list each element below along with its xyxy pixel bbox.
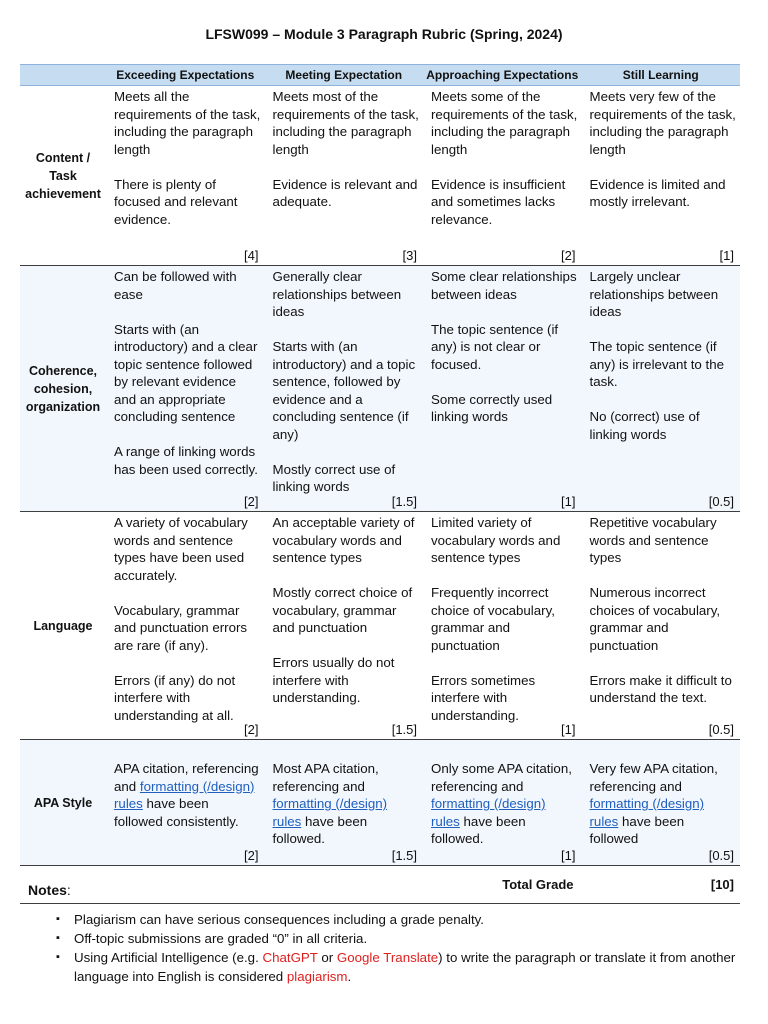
plagiarism-mention: plagiarism xyxy=(286,969,348,984)
rubric-cell xyxy=(106,266,265,512)
header-empty xyxy=(20,65,106,86)
score-value: [0.5] xyxy=(708,847,734,863)
cell-text-post: have been followed xyxy=(589,813,685,846)
cell-text xyxy=(590,760,737,848)
rubric-cell xyxy=(265,86,424,266)
cell-text-pre: Very few APA citation, referencing and xyxy=(589,761,718,794)
header-exceeding: Exceeding Expectations xyxy=(106,65,265,86)
rubric-cell xyxy=(582,86,741,266)
total-row xyxy=(20,866,740,904)
score-value: [3] xyxy=(402,247,417,263)
cell-text: Meets very few of the requirements of the task, including the paragraph length xyxy=(589,89,736,157)
note-text: . xyxy=(347,969,352,984)
cell-text: Repetitive vocabulary words and sentence types xyxy=(589,515,717,565)
rubric-cell xyxy=(423,86,582,266)
total-value: [10] xyxy=(582,866,741,904)
criterion-row-apa xyxy=(20,740,740,866)
score-value: [1] xyxy=(561,721,576,737)
score-value: [1] xyxy=(561,493,576,509)
notes-item xyxy=(56,948,736,986)
cell-text: Mostly correct use of linking words xyxy=(272,461,396,494)
header-meeting: Meeting Expectation xyxy=(265,65,424,86)
google-translate-mention: Google Translate xyxy=(336,950,439,965)
score-value: [1.5] xyxy=(391,493,417,509)
header-still-learning: Still Learning xyxy=(582,65,741,86)
rubric-cell xyxy=(265,512,424,740)
rubric-cell xyxy=(582,512,741,740)
score-value: [2] xyxy=(244,721,259,737)
note-text: or xyxy=(321,950,334,965)
cell-text xyxy=(114,760,261,830)
score-value: [1.5] xyxy=(391,847,417,863)
rubric-cell xyxy=(423,512,582,740)
criterion-label: Content / Task achievement xyxy=(25,150,101,201)
formatting-rules-link[interactable]: formatting (/design) rules xyxy=(589,796,705,829)
score-value: [2] xyxy=(244,493,259,509)
cell-text: Errors make it difficult to understand the text. xyxy=(589,672,732,705)
rubric-table xyxy=(20,64,740,904)
total-label: Total Grade xyxy=(423,866,582,904)
cell-text-pre: APA citation, referencing and xyxy=(114,761,259,794)
criterion-row-language xyxy=(20,512,740,740)
cell-text: Meets some of the requirements of the task, including the paragraph length xyxy=(431,89,578,157)
score-value: [1.5] xyxy=(391,721,417,737)
cell-text: Evidence is insufficient and sometimes lacks relevance. xyxy=(431,176,566,227)
rubric-cell xyxy=(265,266,424,512)
formatting-rules-link[interactable]: formatting (/design) rules xyxy=(272,796,388,829)
cell-text: Limited variety of vocabulary words and sentence types xyxy=(431,515,561,565)
rubric-cell xyxy=(106,512,265,740)
criterion-row-coherence xyxy=(20,266,740,512)
note-text: Using Artificial Intelligence (e.g. xyxy=(74,950,259,965)
criterion-row-content xyxy=(20,86,740,266)
score-value: [1] xyxy=(719,247,734,263)
notes-heading: Notes: xyxy=(28,882,71,898)
cell-text: A range of linking words has been used correctly. xyxy=(114,444,258,477)
rubric-cell xyxy=(106,740,265,866)
cell-text: Numerous incorrect choices of vocabulary, grammar and punctuation xyxy=(589,585,721,653)
rubric-cell xyxy=(106,86,265,266)
score-value: [2] xyxy=(244,847,259,863)
criterion-label: Language xyxy=(33,618,93,633)
cell-text: Evidence is limited and mostly irrelevant. xyxy=(589,176,726,209)
cell-text: Some correctly used linking words xyxy=(431,391,553,424)
cell-text: A variety of vocabulary words and sentence types have been used accurately. xyxy=(114,515,248,583)
header-row xyxy=(20,65,740,86)
cell-text: Errors (if any) do not interfere with understanding at all. xyxy=(114,672,236,723)
cell-text: Errors sometimes interfere with understanding. xyxy=(431,672,536,723)
rubric-cell xyxy=(423,266,582,512)
cell-text: Starts with (an introductory) and a clear topic sentence followed by relevant evidence and an appropriate concluding sentence xyxy=(114,321,258,424)
notes-item: ▪ Off-topic submissions are graded “0” in all criteria. xyxy=(56,929,736,948)
score-value: [0.5] xyxy=(708,493,734,509)
rubric-cell xyxy=(582,266,741,512)
score-value: [1] xyxy=(561,847,576,863)
score-value: [4] xyxy=(244,247,259,263)
cell-text-pre: Most APA citation, referencing and xyxy=(272,761,379,794)
note-text: ) to write the paragraph or translate it from another language into English is considered xyxy=(74,950,736,984)
notes-item: ▪ Plagiarism can have serious consequences including a grade penalty. xyxy=(56,910,736,929)
cell-text: Errors usually do not interfere with understanding. xyxy=(272,655,395,705)
cell-text: Generally clear relationships between ideas xyxy=(272,269,402,319)
criterion-label: APA Style xyxy=(20,740,106,866)
cell-text: An acceptable variety of vocabulary words and sentence types xyxy=(272,515,415,565)
cell-text-post: have been followed. xyxy=(431,813,526,846)
cell-text: No (correct) use of linking words xyxy=(589,409,700,442)
cell-text: Starts with (an introductory) and a topic sentence, followed by evidence and a concluding sentence (if any) xyxy=(272,339,416,442)
rubric-cell xyxy=(582,740,741,866)
cell-text: Frequently incorrect choice of vocabulary, grammar and punctuation xyxy=(431,585,555,653)
cell-text: Can be followed with ease xyxy=(114,269,237,302)
cell-text: The topic sentence (if any) is irrelevant to the task. xyxy=(589,339,725,389)
score-value: [0.5] xyxy=(708,721,734,737)
rubric-cell xyxy=(423,740,582,866)
cell-text: Meets most of the requirements of the task, including the paragraph length xyxy=(272,89,419,157)
cell-text-post: have been followed. xyxy=(272,813,368,846)
cell-text xyxy=(431,760,578,848)
criterion-label: Coherence, cohesion, organization xyxy=(20,266,106,512)
cell-text: Evidence is relevant and adequate. xyxy=(272,176,418,209)
cell-text-pre: Only some APA citation, referencing and xyxy=(431,761,572,794)
header-approaching: Approaching Expectations xyxy=(423,65,582,86)
chatgpt-mention: ChatGPT xyxy=(262,950,318,965)
page-title: LFSW099 – Module 3 Paragraph Rubric (Spring, 2024) xyxy=(205,26,563,42)
cell-text: There is plenty of focused and relevant evidence. xyxy=(114,176,238,227)
cell-text: Mostly correct choice of vocabulary, grammar and punctuation xyxy=(272,585,413,635)
cell-text xyxy=(273,760,420,848)
notes-list xyxy=(56,910,736,986)
formatting-rules-link[interactable]: formatting (/design) rules xyxy=(114,778,255,811)
cell-text-post: have been followed consistently. xyxy=(114,796,239,829)
cell-text: Meets all the requirements of the task, including the paragraph length xyxy=(114,89,261,157)
cell-text: The topic sentence (if any) is not clear or focused. xyxy=(431,321,559,372)
cell-text: Largely unclear relationships between ideas xyxy=(589,269,719,319)
rubric-cell xyxy=(265,740,424,866)
cell-text: Some clear relationships between ideas xyxy=(431,269,577,302)
formatting-rules-link[interactable]: formatting (/design) rules xyxy=(431,796,546,829)
score-value: [2] xyxy=(561,247,576,263)
cell-text: Vocabulary, grammar and punctuation errors are rare (if any). xyxy=(114,602,248,653)
